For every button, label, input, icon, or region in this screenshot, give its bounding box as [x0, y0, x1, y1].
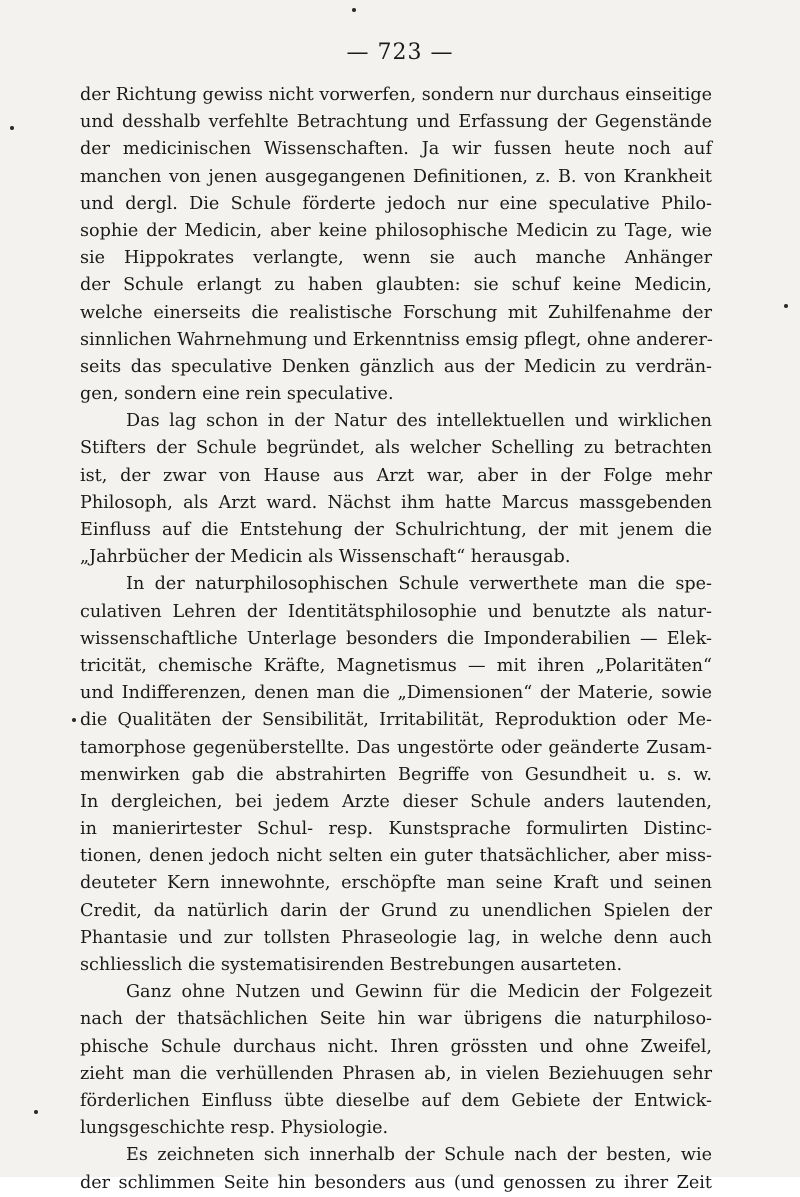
- text-line: Phantasie und zur tollsten Phraseologie lag, in welche denn auch: [80, 927, 712, 948]
- text-line: Ganz ohne Nutzen und Gewinn für die Medicin der Folgezeit: [126, 982, 712, 1003]
- text-line: der medicinischen Wissenschaften. Ja wir fussen heute noch auf: [80, 139, 712, 160]
- text-line: seits das speculative Denken gänzlich aus der Medicin zu verdrän-: [80, 356, 712, 377]
- scan-speck: [10, 126, 14, 130]
- text-line: In der naturphilosophischen Schule verwerthete man die spe-: [126, 574, 712, 595]
- text-line: welche einerseits die realistische Forschung mit Zuhilfenahme der: [80, 302, 712, 323]
- text-line: In dergleichen, bei jedem Arzte dieser Schule anders lautenden,: [80, 791, 712, 812]
- text-line: zieht man die verhüllenden Phrasen ab, in vielen Beziehuugen sehr: [80, 1063, 712, 1084]
- text-line: ist, der zwar von Hause aus Arzt war, aber in der Folge mehr: [80, 465, 712, 486]
- text-line: wissenschaftliche Unterlage besonders die Imponderabilien — Elek-: [80, 628, 712, 649]
- text-line: sophie der Medicin, aber keine philosophische Medicin zu Tage, wie: [80, 220, 712, 241]
- text-line: tionen, denen jedoch nicht selten ein guter thatsächlicher, aber miss-: [80, 846, 712, 867]
- page-number: — 723 —: [346, 40, 454, 65]
- text-line: die Qualitäten der Sensibilität, Irritabilität, Reproduktion oder Me-: [80, 710, 712, 731]
- scan-speck: [784, 304, 788, 308]
- text-line: sinnlichen Wahrnehmung und Erkenntniss emsig pflegt, ohne anderer-: [80, 329, 713, 350]
- text-line: förderlichen Einfluss übte dieselbe auf dem Gebiete der Entwick-: [80, 1090, 712, 1111]
- text-line: schliesslich die systematisirenden Bestrebungen ausarteten.: [80, 955, 623, 975]
- text-line: und dergl. Die Schule förderte jedoch nur eine speculative Philo-: [80, 193, 712, 214]
- text-line: Einfluss auf die Entstehung der Schulrichtung, der mit jenem die: [80, 520, 712, 540]
- text-line: und desshalb verfehlte Betrachtung und Erfassung der Gegenstände: [80, 112, 712, 133]
- text-line: „Jahrbücher der Medicin als Wissenschaft“ herausgab.: [80, 547, 571, 568]
- text-line: der schlimmen Seite hin besonders aus (und genossen zu ihrer Zeit: [80, 1172, 712, 1193]
- text-line: nach der thatsächlichen Seite hin war übrigens die naturphiloso-: [80, 1009, 712, 1030]
- text-line: culativen Lehren der Identitätsphilosophie und benutzte als natur-: [80, 601, 712, 622]
- scan-speck: [352, 8, 356, 12]
- text-line: Das lag schon in der Natur des intellektuellen und wirklichen: [126, 411, 712, 432]
- text-line: tamorphose gegenüberstellte. Das ungestörte oder geänderte Zusam-: [80, 737, 712, 758]
- text-line: Philosoph, als Arzt ward. Nächst ihm hatte Marcus massgebenden: [80, 492, 712, 513]
- text-line: sie Hippokrates verlangte, wenn sie auch manche Anhänger: [80, 248, 712, 269]
- text-line: menwirken gab die abstrahirten Begriffe von Gesundheit u. s. w.: [80, 764, 712, 785]
- body-text: [80, 82, 712, 1197]
- text-line: Stifters der Schule begründet, als welcher Schelling zu betrachten: [80, 438, 712, 459]
- text-line: deuteter Kern innewohnte, erschöpfte man seine Kraft und seinen: [80, 873, 712, 894]
- scan-speck: [34, 1110, 38, 1114]
- text-line: Credit, da natürlich darin der Grund zu unendlichen Spielen der: [80, 900, 712, 921]
- text-line: tricität, chemische Kräfte, Magnetismus — mit ihren „Polaritäten“: [80, 655, 712, 676]
- text-line: gen, sondern eine rein speculative.: [80, 384, 394, 405]
- text-line: und Indifferenzen, denen man die „Dimensionen“ der Materie, sowie: [80, 683, 712, 704]
- text-line: phische Schule durchaus nicht. Ihren grössten und ohne Zweifel,: [80, 1036, 712, 1057]
- text-line: in manierirtester Schul- resp. Kunstsprache formulirten Distinc-: [80, 819, 712, 840]
- text-line: manchen von jenen ausgegangenen Definitionen, z. B. von Krankheit: [80, 166, 712, 187]
- scan-speck: [72, 718, 76, 722]
- text-line: Es zeichneten sich innerhalb der Schule nach der besten, wie: [126, 1145, 712, 1166]
- text-line: lungsgeschichte resp. Physiologie.: [80, 1118, 389, 1139]
- text-line: der Richtung gewiss nicht vorwerfen, sondern nur durchaus einseitige: [80, 85, 712, 105]
- text-line: der Schule erlangt zu haben glaubten: sie schuf keine Medicin,: [80, 275, 712, 296]
